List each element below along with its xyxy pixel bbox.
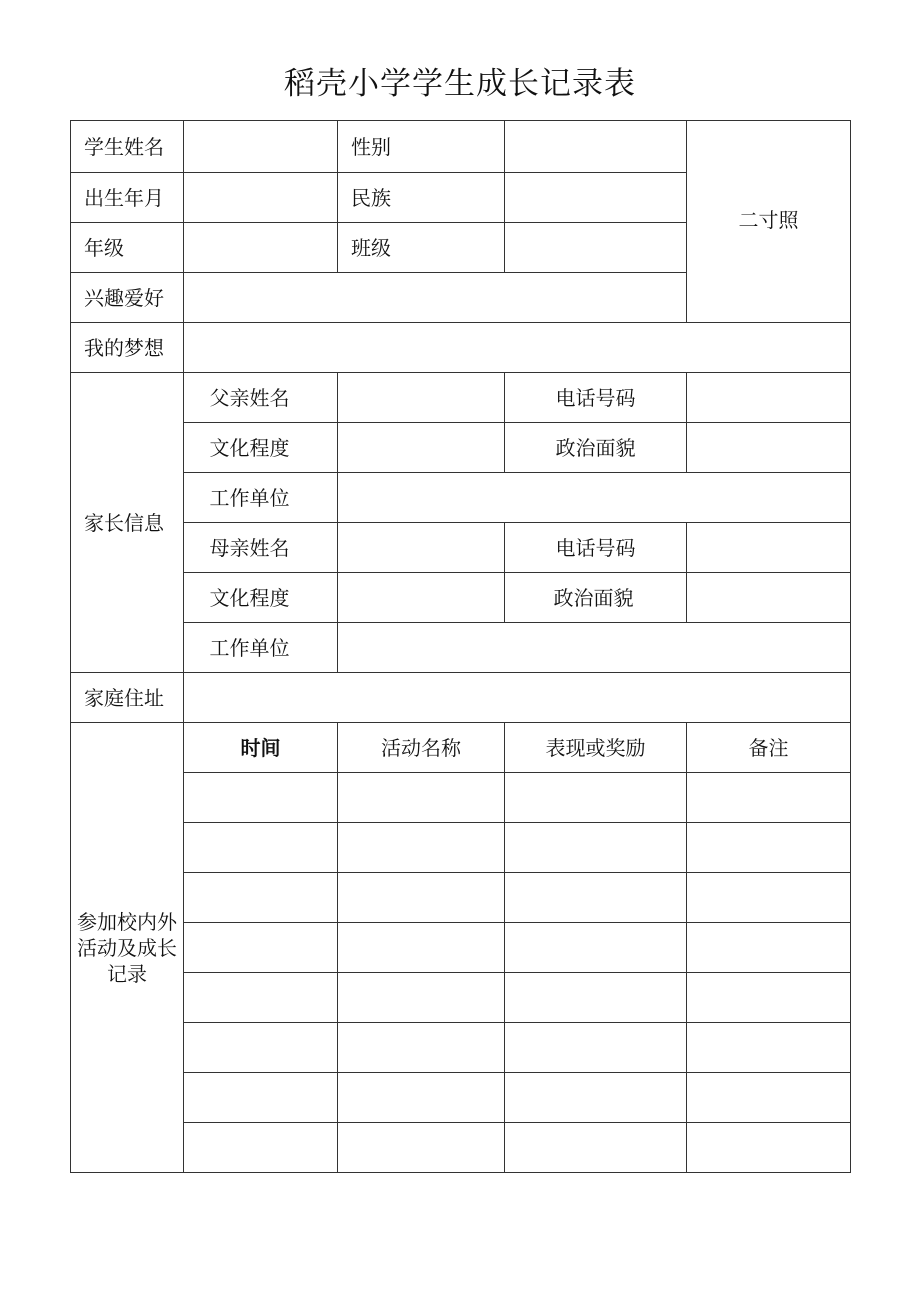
activity-remarks-header: 备注 [687, 723, 851, 773]
activity-remarks-cell[interactable] [687, 923, 851, 973]
activity-time-cell[interactable] [184, 973, 338, 1023]
mother-name-field[interactable] [338, 523, 505, 573]
mother-education-field[interactable] [338, 573, 505, 623]
activity-performance-cell[interactable] [505, 1123, 687, 1173]
form-title: 稻壳小学学生成长记录表 [284, 66, 636, 102]
mother-political-label: 政治面貌 [505, 573, 687, 623]
class-label: 班级 [338, 223, 505, 273]
activity-name-cell[interactable] [338, 1123, 505, 1173]
activity-time-cell[interactable] [184, 773, 338, 823]
activity-performance-cell[interactable] [505, 973, 687, 1023]
activity-name-cell[interactable] [338, 973, 505, 1023]
activity-remarks-cell[interactable] [687, 823, 851, 873]
activity-row [71, 873, 851, 923]
activities-group-label: 参加校内外活动及成长记录 [71, 723, 184, 1173]
activity-name-cell[interactable] [338, 873, 505, 923]
activity-performance-cell[interactable] [505, 1073, 687, 1123]
activity-time-cell[interactable] [184, 823, 338, 873]
grade-label: 年级 [71, 223, 184, 273]
mother-work-label: 工作单位 [184, 623, 338, 673]
activity-row [71, 823, 851, 873]
activity-time-cell[interactable] [184, 923, 338, 973]
class-field[interactable] [505, 223, 687, 273]
hobbies-label: 兴趣爱好 [71, 273, 184, 323]
activity-remarks-cell[interactable] [687, 1123, 851, 1173]
activity-remarks-cell[interactable] [687, 1023, 851, 1073]
father-education-label: 文化程度 [184, 423, 338, 473]
mother-work-field[interactable] [338, 623, 851, 673]
activity-remarks-cell[interactable] [687, 773, 851, 823]
activity-name-cell[interactable] [338, 1073, 505, 1123]
activity-time-cell[interactable] [184, 873, 338, 923]
activity-name-cell[interactable] [338, 823, 505, 873]
gender-field[interactable] [505, 121, 687, 173]
mother-phone-label: 电话号码 [505, 523, 687, 573]
ethnicity-label: 民族 [338, 173, 505, 223]
father-phone-field[interactable] [687, 373, 851, 423]
activity-row [71, 973, 851, 1023]
activity-name-cell[interactable] [338, 773, 505, 823]
activity-remarks-cell[interactable] [687, 873, 851, 923]
mother-phone-field[interactable] [687, 523, 851, 573]
dream-label: 我的梦想 [71, 323, 184, 373]
activity-row [71, 1073, 851, 1123]
activity-performance-cell[interactable] [505, 1023, 687, 1073]
student-record-form [70, 120, 851, 1173]
activity-performance-cell[interactable] [505, 823, 687, 873]
father-work-label: 工作单位 [184, 473, 338, 523]
birth-field[interactable] [184, 173, 338, 223]
activity-row [71, 773, 851, 823]
activity-performance-header: 表现或奖励 [505, 723, 687, 773]
activity-time-header: 时间 [184, 723, 338, 773]
student-name-label: 学生姓名 [71, 121, 184, 173]
activity-performance-cell[interactable] [505, 773, 687, 823]
hobbies-field[interactable] [184, 273, 687, 323]
address-field[interactable] [184, 673, 851, 723]
mother-political-field[interactable] [687, 573, 851, 623]
father-name-field[interactable] [338, 373, 505, 423]
father-phone-label: 电话号码 [505, 373, 687, 423]
mother-education-label: 文化程度 [184, 573, 338, 623]
father-work-field[interactable] [338, 473, 851, 523]
father-name-label: 父亲姓名 [184, 373, 338, 423]
photo-box[interactable]: 二寸照 [687, 121, 851, 323]
activity-time-cell[interactable] [184, 1123, 338, 1173]
activity-row [71, 1123, 851, 1173]
gender-label: 性别 [338, 121, 505, 173]
mother-name-label: 母亲姓名 [184, 523, 338, 573]
grade-field[interactable] [184, 223, 338, 273]
father-political-field[interactable] [687, 423, 851, 473]
student-name-field[interactable] [184, 121, 338, 173]
parents-group-label: 家长信息 [71, 373, 184, 673]
activity-row [71, 923, 851, 973]
activity-name-cell[interactable] [338, 1023, 505, 1073]
ethnicity-field[interactable] [505, 173, 687, 223]
activity-remarks-cell[interactable] [687, 973, 851, 1023]
activity-name-header: 活动名称 [338, 723, 505, 773]
father-political-label: 政治面貌 [505, 423, 687, 473]
activity-name-cell[interactable] [338, 923, 505, 973]
activity-remarks-cell[interactable] [687, 1073, 851, 1123]
activity-time-cell[interactable] [184, 1073, 338, 1123]
dream-field[interactable] [184, 323, 851, 373]
address-label: 家庭住址 [71, 673, 184, 723]
activity-performance-cell[interactable] [505, 873, 687, 923]
father-education-field[interactable] [338, 423, 505, 473]
activity-time-cell[interactable] [184, 1023, 338, 1073]
birth-label: 出生年月 [71, 173, 184, 223]
activity-row [71, 1023, 851, 1073]
activity-performance-cell[interactable] [505, 923, 687, 973]
